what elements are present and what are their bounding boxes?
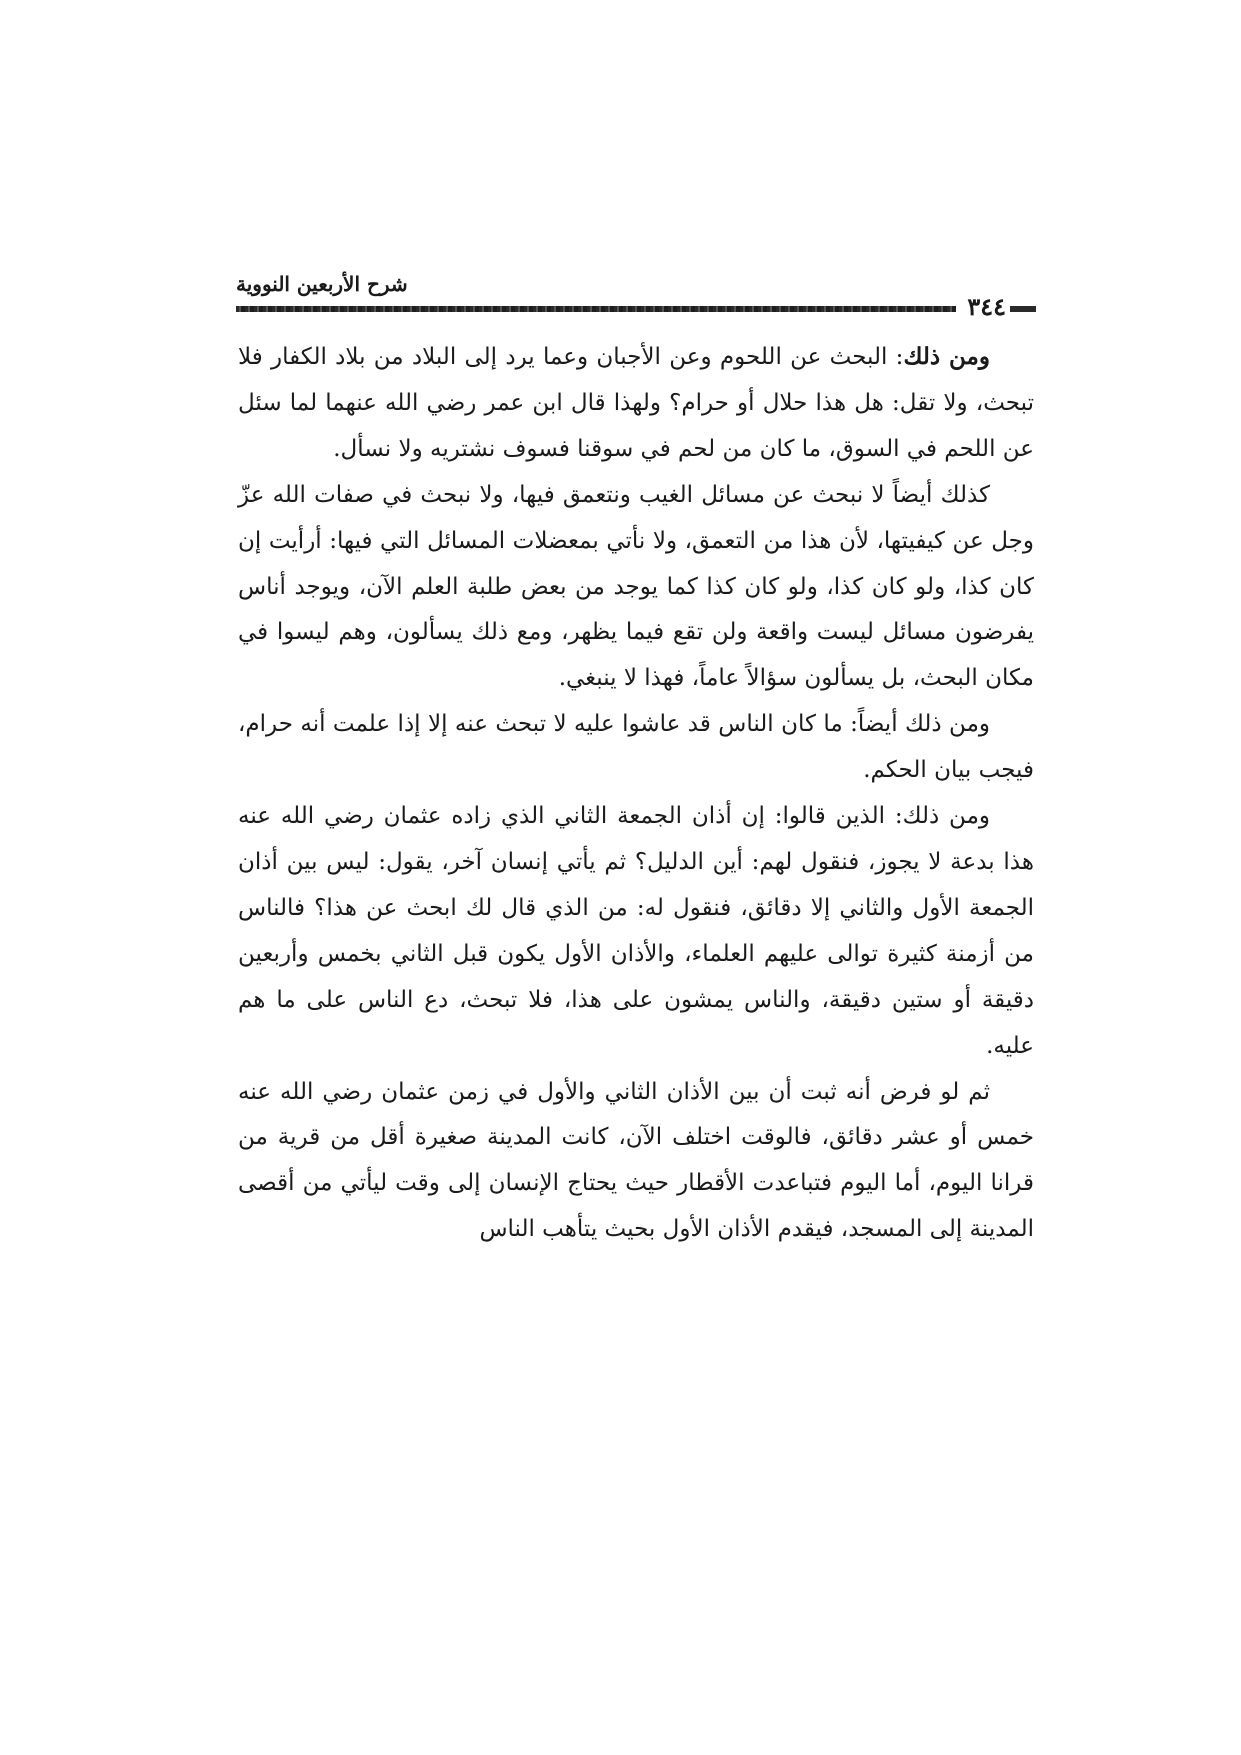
paragraph-lead: ومن ذلك xyxy=(903,343,990,370)
paragraph xyxy=(238,1070,1034,1254)
paragraph-text: ومن ذلك: الذين قالوا: إن أذان الجمعة الثاني الذي زاده عثمان رضي الله عنه هذا بدعة لا يجوز، فنقول لهم: أين الدليل؟ ثم يأتي إنسان آخر، يقول: ليس بين أذان الجمعة الأول والثاني إلا دقائق، فنقول له: من الذي قال لك ابحث عن هذا؟ فالناس من أزمنة كثيرة توالى عليهم العلماء، والأذان الأول يكون قبل الثاني بخمس وأربعين دقيقة أو ستين دقيقة، والناس يمشون على هذا، فلا تبحث، دع الناس على ما هم عليه. xyxy=(238,803,1034,1059)
page-header xyxy=(236,272,1036,320)
header-rule xyxy=(236,306,956,312)
header-rule-end xyxy=(1010,306,1036,312)
paragraph-text: ثم لو فرض أنه ثبت أن بين الأذان الثاني والأول في زمن عثمان رضي الله عنه خمس أو عشر دقائق، فالوقت اختلف الآن، كانت المدينة صغيرة أقل من قرية من قرانا اليوم، أما اليوم فتباعدت الأقطار حيث يحتاج الإنسان إلى وقت ليأتي من أقصى المدينة إلى المسجد، فيقدم الأذان الأول بحيث يتأهب الناس xyxy=(238,1078,1034,1243)
paragraph-text: : البحث عن اللحوم وعن الأجبان وعما يرد إلى البلاد من بلاد الكفار فلا تبحث، ولا تقل: هل هذا حلال أو حرام؟ ولهذا قال ابن عمر رضي الله عنهما لما سئل عن اللحم في السوق، ما كان من لحم في سوقنا فسوف نشتريه ولا نسأل. xyxy=(238,344,1034,462)
paragraph xyxy=(238,334,1034,473)
body-text xyxy=(238,334,1034,1253)
page-number: ٣٤٤ xyxy=(967,292,1006,321)
paragraph-text: ومن ذلك أيضاً: ما كان الناس قد عاشوا عليه لا تبحث عنه إلا إذا علمت أنه حرام، فيجب بيان الحكم. xyxy=(238,711,1034,784)
paragraph xyxy=(238,794,1034,1069)
paragraph xyxy=(238,473,1034,703)
paragraph-text: كذلك أيضاً لا نبحث عن مسائل الغيب ونتعمق فيها، ولا نبحث في صفات الله عزّ وجل عن كيفيتها، لأن هذا من التعمق، ولا نأتي بمعضلات المسائل التي فيها: أرأيت إن كان كذا، ولو كان كذا، ولو كان كذا كما يوجد من بعض طلبة العلم الآن، ويوجد أناس يفرضون مسائل ليست واقعة ولن تقع فيما يظهر، ومع ذلك يسألون، وهم ليسوا في مكان البحث، بل يسألون سؤالاً عاماً، فهذا لا ينبغي. xyxy=(238,481,1034,692)
paragraph xyxy=(238,702,1034,794)
running-title: شرح الأربعين النووية xyxy=(236,272,408,296)
